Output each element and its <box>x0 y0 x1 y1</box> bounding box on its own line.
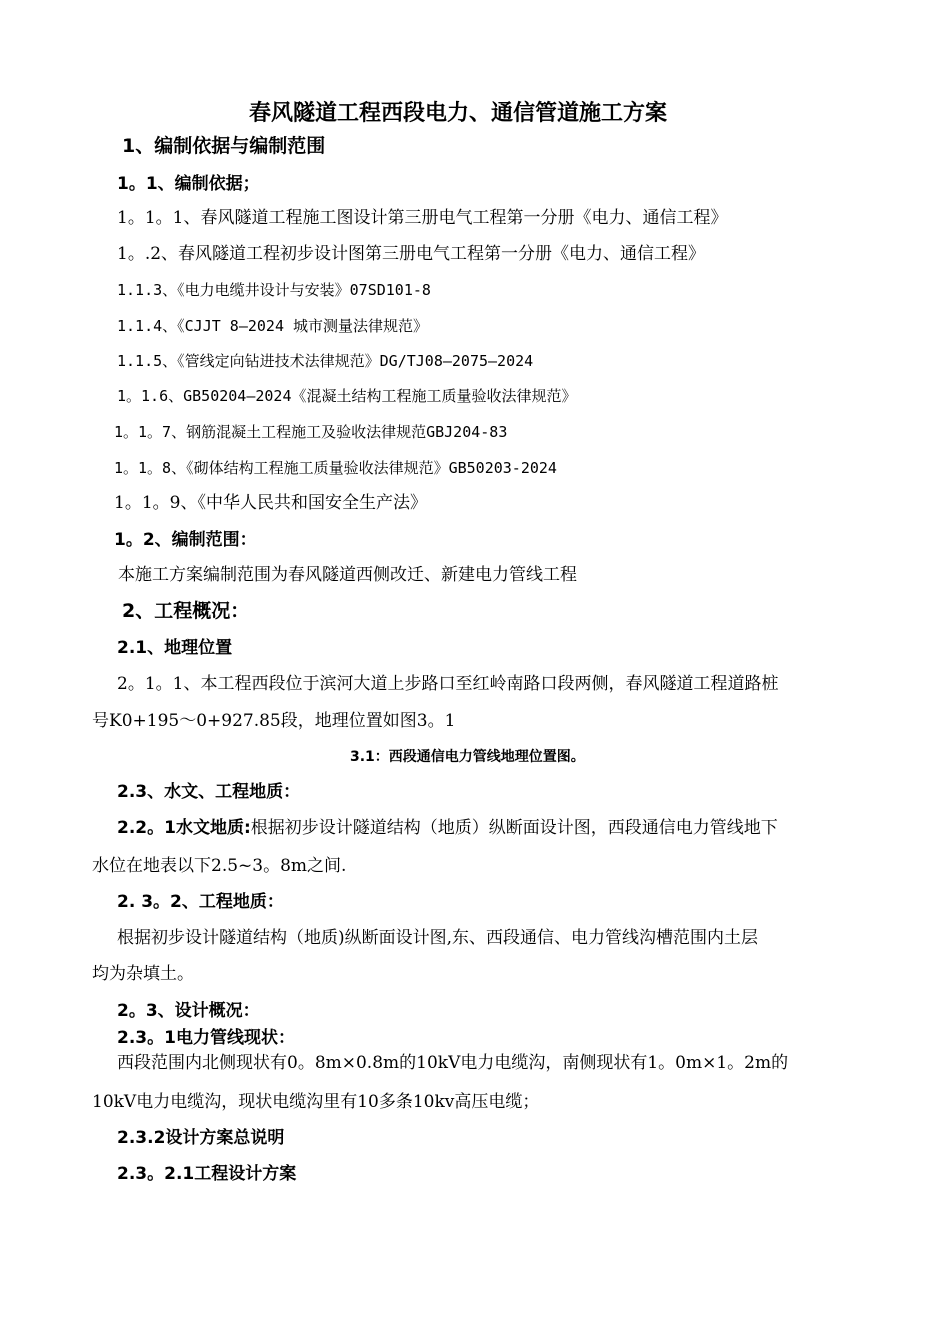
power-status-paragraph-line-2: 10kV电力电缆沟，现状电缆沟里有10多条10kv高压电缆； <box>92 1092 540 1112</box>
hydrology-paragraph-line-2: 水位在地表以下2.5~3。8m之间. <box>92 856 347 876</box>
geology-paragraph-line-1: 根据初步设计隧道结构（地质)纵断面设计图,东、西段通信、电力管线沟槽范围内土层 <box>117 928 759 948</box>
reference-item-6: 1。1.6、GB50204—2024《混凝土结构工程施工质量验收法律规范》 <box>117 387 577 405</box>
location-paragraph-line-2: 号K0+195～0+927.85段，地理位置如图3。1 <box>92 711 456 731</box>
hydrology-label: 2.2。1水文地质: <box>117 818 251 838</box>
reference-item-4: 1.1.4、《CJJT 8—2024 城市测量法律规范》 <box>117 317 429 335</box>
subsection-heading-2-3: 2.3、水文、工程地质： <box>117 782 301 802</box>
section-heading-1: 1、编制依据与编制范围 <box>122 135 326 157</box>
reference-item-3: 1.1.3、《电力电缆井设计与安装》07SD101-8 <box>117 281 431 299</box>
reference-item-7: 1。1。7、钢筋混凝土工程施工及验收法律规范GBJ204-83 <box>114 423 508 441</box>
design-overview-heading: 2。3、设计概况： <box>117 1001 260 1021</box>
reference-item-1: 1。1。1、春风隧道工程施工图设计第三册电气工程第一分册《电力、通信工程》 <box>117 208 728 228</box>
hydrology-paragraph-line-1 <box>117 817 778 839</box>
design-summary-heading: 2.3.2设计方案总说明 <box>117 1128 285 1148</box>
subsection-heading-2-1: 2.1、地理位置 <box>117 638 233 658</box>
figure-caption: 3.1：西段通信电力管线地理位置图。 <box>350 749 585 765</box>
location-paragraph-line-1: 2。1。1、本工程西段位于滨河大道上步路口至红岭南路口段两侧，春风隧道工程道路桩 <box>117 674 779 694</box>
scope-paragraph: 本施工方案编制范围为春风隧道西侧改迁、新建电力管线工程 <box>118 565 577 585</box>
reference-item-5: 1.1.5、《管线定向钻进技术法律规范》DG/TJ08—2075—2024 <box>117 352 534 370</box>
hydrology-text: 根据初步设计隧道结构（地质）纵断面设计图，西段通信电力管线地下 <box>250 818 778 838</box>
reference-item-8: 1。1。8、《砌体结构工程施工质量验收法律规范》GB50203-2024 <box>114 459 557 477</box>
document-title: 春风隧道工程西段电力、通信管道施工方案 <box>249 101 668 126</box>
subsection-heading-1-2: 1。2、编制范围： <box>114 530 257 550</box>
section-heading-2: 2、工程概况： <box>122 600 250 622</box>
engineering-design-heading: 2.3。2.1工程设计方案 <box>117 1164 297 1184</box>
reference-item-2: 1。.2、春风隧道工程初步设计图第三册电气工程第一分册《电力、通信工程》 <box>117 244 706 264</box>
geology-heading: 2. 3。2、工程地质： <box>117 892 284 912</box>
power-status-heading: 2.3。1电力管线现状： <box>117 1028 295 1048</box>
power-status-paragraph-line-1: 西段范围内北侧现状有0。8m×0.8m的10kV电力电缆沟，南侧现状有1。0m×1。2m的 <box>117 1053 789 1073</box>
reference-item-9: 1。1。9、《中华人民共和国安全生产法》 <box>114 493 427 513</box>
geology-paragraph-line-2: 均为杂填土。 <box>92 964 194 984</box>
subsection-heading-1-1: 1。1、编制依据； <box>117 174 260 194</box>
